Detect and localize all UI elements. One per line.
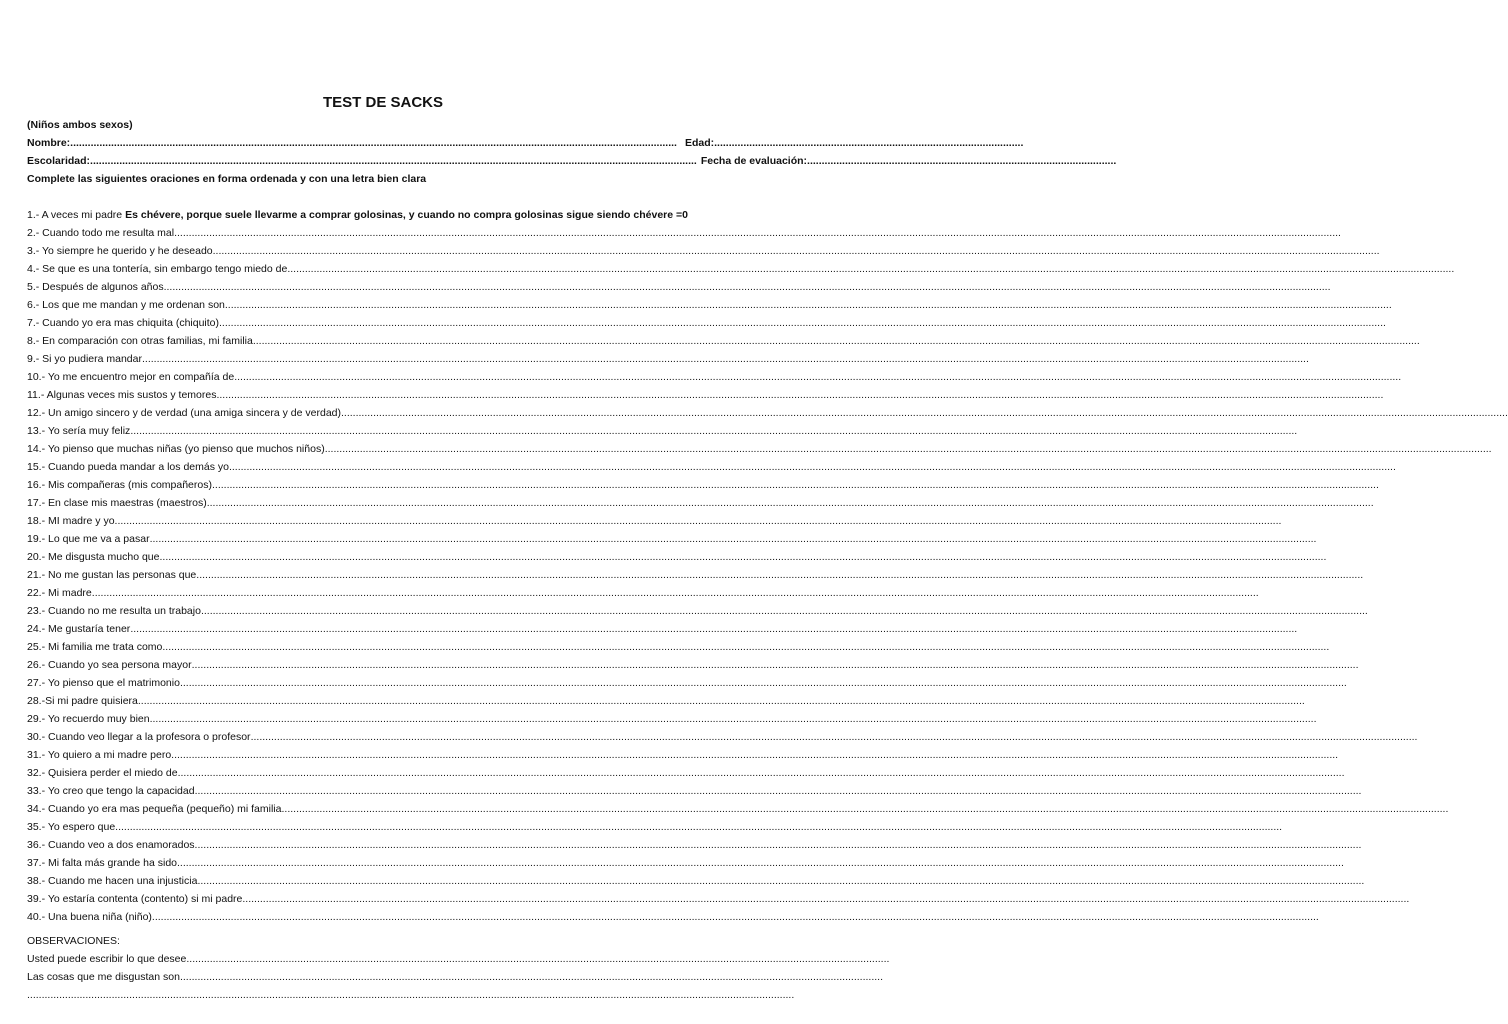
answer-blank[interactable]: ................................................................................................................................................................................................................................................................................................................................................................................................................ bbox=[171, 749, 1339, 761]
sentence-prompt: 8.- En comparación con otras familias, mi familia bbox=[27, 335, 253, 347]
sentence-item[interactable] bbox=[27, 728, 1418, 746]
answer-blank[interactable]: ................................................................................................................................................................................................................................................................................................................................................................................................................ bbox=[151, 911, 1319, 923]
answer-blank[interactable]: ................................................................................................................................................................................................................................................................................................................................................................................................................ bbox=[149, 713, 1317, 725]
sentence-item[interactable] bbox=[27, 350, 1309, 368]
answer-blank[interactable]: ................................................................................................................................................................................................................................................................................................................................................................................................................ bbox=[130, 425, 1298, 437]
answer-blank[interactable]: ................................................................................................................................................................................................................................................................................................................................................................................................................ bbox=[115, 821, 1283, 833]
answer-blank[interactable]: ................................................................................................................................................................................................................................................................................................................................................................................................................ bbox=[191, 659, 1359, 671]
observaciones-line[interactable]: Las cosas que me disgustan son ................................................................................................................................................................................................................................................. bbox=[27, 971, 883, 983]
answer-blank[interactable]: ................................................................................................................................................................................................................................................................................................................................................................................................................ bbox=[341, 407, 1508, 419]
answer-blank[interactable]: ................................................................................................................................................................................................................................................................................................................................................................................................................ bbox=[194, 785, 1362, 797]
sentence-item[interactable] bbox=[27, 332, 1420, 350]
sentence-prompt: 31.- Yo quiero a mi madre pero bbox=[27, 749, 172, 761]
answer-blank[interactable]: ................................................................................................................................................................................................................................................................................................................................................................................................................ bbox=[324, 443, 1492, 455]
observaciones-line[interactable]: Usted puede escribir lo que desee ................................................................................................................................................................................................................................................. bbox=[27, 953, 890, 965]
sentence-item[interactable] bbox=[27, 584, 1259, 602]
answer-blank[interactable]: ................................................................................................................................................................................................................................................................................................................................................................................................................ bbox=[196, 569, 1364, 581]
sentence-prompt: 30.- Cuando veo llegar a la profesora o profesor bbox=[27, 731, 251, 743]
nombre-label: Nombre: bbox=[27, 137, 71, 149]
sentence-item[interactable] bbox=[27, 890, 1410, 908]
answer-blank[interactable]: ................................................................................................................................................................................................................................................................................................................................................................................................................ bbox=[179, 677, 1347, 689]
edad-label: Edad: bbox=[684, 137, 715, 149]
sentence-prompt: 7.- Cuando yo era mas chiquita (chiquito) bbox=[27, 317, 220, 329]
sentence-item[interactable] bbox=[27, 602, 1368, 620]
sentence-prompt: 40.- Una buena niña (niño) bbox=[27, 911, 152, 923]
sentence-prompt: 4.- Se que es una tontería, sin embargo tengo miedo de bbox=[27, 263, 288, 275]
sentence-item[interactable] bbox=[27, 314, 1386, 332]
sentence-item[interactable] bbox=[27, 836, 1362, 854]
sentence-prompt: 13.- Yo sería muy feliz bbox=[27, 425, 131, 437]
answer-blank[interactable]: ................................................................................................................................................................................................................................................................................................................................................................................................................ bbox=[141, 353, 1309, 365]
answer-blank[interactable]: ................................................................................................................................................................................................................................................................................................................................................................................................................ bbox=[159, 551, 1327, 563]
sentence-prompt: 18.- MI madre y yo bbox=[27, 515, 115, 527]
edad-field[interactable]: .......................................................................................................... bbox=[714, 137, 1024, 149]
sentence-item[interactable] bbox=[27, 782, 1362, 800]
answer-blank[interactable]: ................................................................................................................................................................................................................................................................................................................................................................................................................ bbox=[281, 803, 1449, 815]
sentence-prompt: 9.- Si yo pudiera mandar bbox=[27, 353, 142, 365]
answer-blank[interactable]: ................................................................................................................................................................................................................................................................................................................................................................................................................ bbox=[234, 371, 1402, 383]
sentence-item[interactable] bbox=[27, 368, 1402, 386]
sentence-prompt: 20.- Me disgusta mucho que bbox=[27, 551, 160, 563]
sentence-item[interactable] bbox=[27, 422, 1298, 440]
document-title: TEST DE SACKS bbox=[322, 94, 443, 111]
answer-blank[interactable]: ................................................................................................................................................................................................................................................................................................................................................................................................................ bbox=[194, 839, 1362, 851]
sentence-prompt: 16.- Mis compañeras (mis compañeros) bbox=[27, 479, 212, 491]
answer-blank[interactable]: ................................................................................................................................................................................................................................................................................................................................................................................................................ bbox=[216, 389, 1384, 401]
answer-blank[interactable]: ................................................................................................................................................................................................................................................................................................................................................................................................................ bbox=[224, 299, 1392, 311]
sentence-item[interactable] bbox=[27, 404, 1508, 422]
sentence-prompt: 22.- Mi madre bbox=[27, 587, 92, 599]
answer-blank[interactable]: ................................................................................................................................................................................................................................................................................................................................................................................................................ bbox=[174, 227, 1341, 239]
answer-blank[interactable]: ................................................................................................................................................................................................................................................................................................................................................................................................................ bbox=[211, 479, 1379, 491]
answer-blank[interactable]: ................................................................................................................................................................................................................................................................................................................................................................................................................ bbox=[149, 533, 1317, 545]
sentence-item[interactable] bbox=[27, 440, 1492, 458]
sentence-prompt: 23.- Cuando no me resulta un trabajo bbox=[27, 605, 201, 617]
answer-blank[interactable]: ................................................................................................................................................................................................................................................................................................................................................................................................................ bbox=[114, 515, 1282, 527]
sentence-item[interactable] bbox=[27, 854, 1344, 872]
sentence-item[interactable] bbox=[27, 620, 1298, 638]
sentence-item[interactable] bbox=[27, 386, 1384, 404]
sentence-prompt: 32.- Quisiera perder el miedo de bbox=[27, 767, 178, 779]
answer-blank[interactable]: ................................................................................................................................................................................................................................................................................................................................................................................................................ bbox=[177, 767, 1345, 779]
answer-blank[interactable]: ................................................................................................................................................................................................................................................................................................................................................................................................................ bbox=[242, 893, 1410, 905]
sentence-prompt: 19.- Lo que me va a pasar bbox=[27, 533, 150, 545]
sentence-prompt: 36.- Cuando veo a dos enamorados bbox=[27, 839, 195, 851]
sentence-prompt: 2.- Cuando todo me resulta mal bbox=[27, 227, 175, 239]
sentence-prompt: 39.- Yo estaría contenta (contento) si mi padre bbox=[27, 893, 243, 905]
sentence-item[interactable] bbox=[27, 872, 1365, 890]
answer-blank[interactable]: ................................................................................................................................................................................................................................................................................................................................................................................................................ bbox=[219, 317, 1386, 329]
sentence-answer: Es chévere, porque suele llevarme a comprar golosinas, y cuando no compra golosinas sigue siendo chévere =0 bbox=[125, 209, 688, 221]
sentence-item[interactable] bbox=[27, 566, 1364, 584]
sentence-list bbox=[27, 206, 1508, 926]
fecha-label: Fecha de evaluación: bbox=[700, 155, 808, 167]
sentence-item[interactable] bbox=[27, 242, 1380, 260]
instructions: Complete las siguientes oraciones en forma ordenada y con una letra bien clara bbox=[27, 173, 427, 185]
sentence-prompt: 35.- Yo espero que bbox=[27, 821, 116, 833]
sentence-prompt: 15.- Cuando pueda mandar a los demás yo bbox=[27, 461, 229, 473]
sentence-prompt: 37.- Mi falta más grande ha sido bbox=[27, 857, 177, 869]
sentence-item[interactable] bbox=[27, 656, 1359, 674]
sentence-item[interactable] bbox=[27, 458, 1396, 476]
escolaridad-label: Escolaridad: bbox=[27, 155, 91, 167]
sentence-prompt: 26.- Cuando yo sea persona mayor bbox=[27, 659, 192, 671]
sentence-item[interactable] bbox=[27, 818, 1283, 836]
sentence-prompt: 10.- Yo me encuentro mejor en compañía de bbox=[27, 371, 235, 383]
sentence-prompt: 34.- Cuando yo era mas pequeña (pequeño) mi familia bbox=[27, 803, 282, 815]
sentence-item[interactable] bbox=[27, 494, 1374, 512]
answer-blank[interactable]: ................................................................................................................................................................................................................................................................................................................................................................................................................ bbox=[197, 875, 1365, 887]
sentence-item[interactable] bbox=[27, 908, 1319, 926]
sentence-item[interactable] bbox=[27, 548, 1327, 566]
sentence-prompt: 12.- Un amigo sincero y de verdad (una amiga sincera y de verdad) bbox=[27, 407, 341, 419]
sentence-item[interactable] bbox=[27, 674, 1347, 692]
answer-blank[interactable]: ................................................................................................................................................................................................................................................................................................................................................................................................................ bbox=[177, 857, 1344, 869]
sentence-item[interactable] bbox=[27, 692, 1305, 710]
sentence-item[interactable] bbox=[27, 206, 719, 224]
sentence-prompt: 3.- Yo siempre he querido y he deseado bbox=[27, 245, 213, 257]
answer-blank[interactable]: ................................................................................................................................................................................................................................................................................................................................................................................................................ bbox=[287, 263, 1455, 275]
nombre-edad-row bbox=[27, 137, 1024, 149]
sentence-prompt: 14.- Yo pienso que muchas niñas (yo pienso que muchos niños) bbox=[27, 443, 325, 455]
answer-blank[interactable]: ................................................................................................................................................................................................................................................................................................................................................................................................................ bbox=[162, 641, 1330, 653]
sentence-prompt: 17.- En clase mis maestras (maestros) bbox=[27, 497, 207, 509]
sentence-item[interactable] bbox=[27, 764, 1345, 782]
sentence-prompt: 21.- No me gustan las personas que bbox=[27, 569, 197, 581]
sentence-prompt: 29.- Yo recuerdo muy bien bbox=[27, 713, 150, 725]
sentence-item[interactable] bbox=[27, 800, 1449, 818]
sentence-item[interactable] bbox=[27, 530, 1317, 548]
sentence-prompt: 25.- Mi familia me trata como bbox=[27, 641, 163, 653]
sentence-prompt: 24.- Me gustaría tener bbox=[27, 623, 131, 635]
sentence-prompt: 27.- Yo pienso que el matrimonio bbox=[27, 677, 180, 689]
sentence-item[interactable] bbox=[27, 638, 1330, 656]
sentence-prompt: 11.- Algunas veces mis sustos y temores bbox=[27, 389, 217, 401]
sentence-item[interactable] bbox=[27, 746, 1339, 764]
sentence-prompt: 28.-Si mi padre quisiera bbox=[27, 695, 138, 707]
sentence-prompt: 38.- Cuando me hacen una injusticia bbox=[27, 875, 198, 887]
fecha-field[interactable]: .......................................................................................................... bbox=[807, 155, 1117, 167]
sentence-item[interactable] bbox=[27, 224, 1341, 242]
answer-blank[interactable]: ................................................................................................................................................................................................................................................................................................................................................................................................................ bbox=[250, 731, 1418, 743]
answer-blank[interactable]: ................................................................................................................................................................................................................................................................................................................................................................................................................ bbox=[200, 605, 1368, 617]
answer-blank[interactable]: ................................................................................................................................................................................................................................................................................................................................................................................................................ bbox=[252, 335, 1420, 347]
sentence-item[interactable] bbox=[27, 512, 1282, 530]
escolaridad-field[interactable]: ................................................................................................................................................................................................................ bbox=[90, 155, 697, 167]
sentence-item[interactable] bbox=[27, 296, 1392, 314]
escolaridad-fecha-row bbox=[27, 155, 1117, 167]
answer-blank[interactable]: ................................................................................................................................................................................................................................................................................................................................................................................................................ bbox=[212, 245, 1380, 257]
sentence-prompt: 6.- Los que me mandan y me ordenan son bbox=[27, 299, 225, 311]
sentence-item[interactable] bbox=[27, 476, 1379, 494]
sentence-item[interactable] bbox=[27, 278, 1331, 296]
answer-blank[interactable]: ................................................................................................................................................................................................................................................................................................................................................................................................................ bbox=[206, 497, 1374, 509]
sentence-prompt: 5.- Después de algunos años bbox=[27, 281, 164, 293]
answer-blank[interactable]: ................................................................................................................................................................................................................................................................................................................................................................................................................ bbox=[91, 587, 1259, 599]
answer-blank[interactable]: ................................................................................................................................................................................................................................................................................................................................................................................................................ bbox=[228, 461, 1396, 473]
answer-blank[interactable]: ................................................................................................................................................................................................................................................................................................................................................................................................................ bbox=[163, 281, 1331, 293]
sentence-prompt: 33.- Yo creo que tengo la capacidad bbox=[27, 785, 195, 797]
subtitle: (Niños ambos sexos) bbox=[27, 119, 133, 131]
answer-blank[interactable]: ................................................................................................................................................................................................................................................................................................................................................................................................................ bbox=[137, 695, 1305, 707]
answer-blank[interactable]: ................................................................................................................................................................................................................................................................................................................................................................................................................ bbox=[130, 623, 1298, 635]
sentence-item[interactable] bbox=[27, 260, 1455, 278]
sentence-item[interactable] bbox=[27, 710, 1317, 728]
observaciones-line[interactable]: ....................................................................................................................................................................................................................................................................... bbox=[27, 989, 795, 1001]
sentence-prompt: 1.- A veces mi padre bbox=[27, 209, 123, 221]
observaciones-label: OBSERVACIONES: bbox=[27, 935, 120, 947]
nombre-field[interactable]: ................................................................................................................................................................................................................ bbox=[70, 137, 677, 149]
